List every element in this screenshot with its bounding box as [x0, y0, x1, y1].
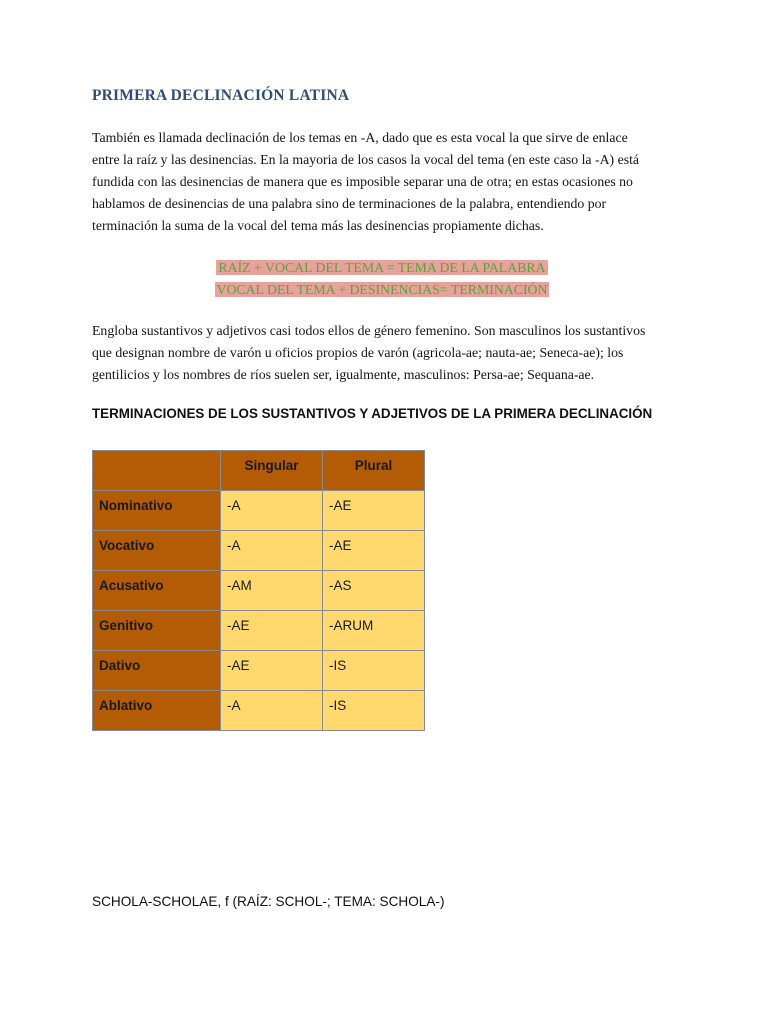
header-singular: Singular: [221, 451, 323, 491]
table-row: [93, 611, 425, 651]
formula-line-ending: VOCAL DEL TEMA + DESINENCIAS= TERMINACIÓN: [216, 282, 548, 297]
singular-ending: -AE: [221, 611, 323, 651]
formula-line-root: RAÍZ + VOCAL DEL TEMA = TEMA DE LA PALABRA: [218, 260, 546, 275]
singular-ending: -A: [221, 531, 323, 571]
plural-ending: -AE: [323, 531, 425, 571]
header-corner-cell: [93, 451, 221, 491]
singular-ending: -A: [221, 491, 323, 531]
text-line: Engloba sustantivos y adjetivos casi todos ellos de género femenino. Son masculinos los sustantivos: [92, 323, 646, 338]
plural-ending: -AE: [323, 491, 425, 531]
plural-ending: -AS: [323, 571, 425, 611]
plural-ending: -IS: [323, 691, 425, 731]
document-page: [92, 0, 672, 1024]
text-line: fundida con las desinencias de manera que es imposible separar una de otra; en estas ocasiones no: [92, 174, 633, 189]
formula-block: [92, 257, 672, 301]
table-header-row: [93, 451, 425, 491]
case-label: Vocativo: [93, 531, 221, 571]
case-label: Dativo: [93, 651, 221, 691]
text-line: terminación la suma de la vocal del tema más las desinencias propiamente dichas.: [92, 218, 544, 233]
page-title: PRIMERA DECLINACIÓN LATINA: [92, 87, 350, 104]
example-noun: SCHOLA-SCHOLAE, f (RAÍZ: SCHOL-; TEMA: SCHOLA-): [92, 894, 445, 909]
table-row: [93, 491, 425, 531]
text-line: También es llamada declinación de los temas en -A, dado que es esta vocal la que sirve de enlace: [92, 130, 628, 145]
intro-paragraph: [92, 127, 662, 237]
text-line: gentilicios y los nombres de ríos suelen ser, igualmente, masculinos: Persa-ae; Sequana-ae.: [92, 367, 595, 382]
plural-ending: -ARUM: [323, 611, 425, 651]
table-heading: TERMINACIONES DE LOS SUSTANTIVOS Y ADJETIVOS DE LA PRIMERA DECLINACIÓN: [92, 406, 653, 421]
plural-ending: -IS: [323, 651, 425, 691]
case-label: Ablativo: [93, 691, 221, 731]
case-label: Nominativo: [93, 491, 221, 531]
case-label: Acusativo: [93, 571, 221, 611]
singular-ending: -AM: [221, 571, 323, 611]
text-line: hablamos de desinencias de una palabra sino de terminaciones de la palabra, entendiendo por: [92, 196, 607, 211]
text-line: que designan nombre de varón u oficios propios de varón (agricola-ae; nauta-ae; Seneca-ae); los: [92, 345, 624, 360]
table-row: [93, 691, 425, 731]
table-row: [93, 651, 425, 691]
singular-ending: -AE: [221, 651, 323, 691]
table-row: [93, 571, 425, 611]
header-plural: Plural: [323, 451, 425, 491]
table-row: [93, 531, 425, 571]
text-line: entre la raíz y las desinencias. En la mayoria de los casos la vocal del tema (en este caso la -A) está: [92, 152, 640, 167]
gender-paragraph: [92, 320, 662, 386]
singular-ending: -A: [221, 691, 323, 731]
declension-table: [92, 450, 425, 731]
case-label: Genitivo: [93, 611, 221, 651]
